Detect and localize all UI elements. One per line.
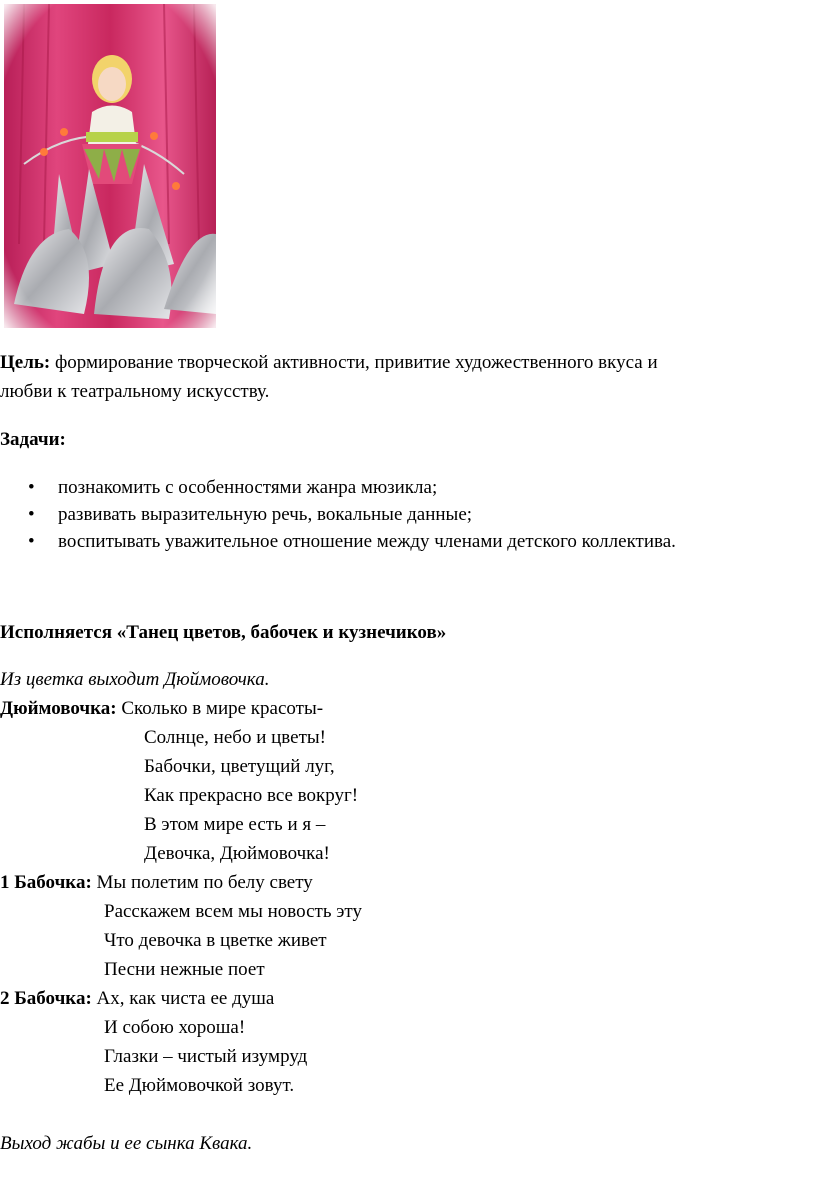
bullet-icon: • [28,531,35,552]
verse-line: Солнце, небо и цветы! [144,727,326,748]
verse-line: Что девочка в цветке живет [104,930,327,951]
verse-line: Ах, как чиста ее душа [91,988,275,1009]
verse-line: Девочка, Дюймовочка! [144,843,330,864]
thumbelina-photo [4,4,216,328]
verse-line: Глазки – чистый изумруд [104,1046,308,1067]
verse-line: Как прекрасно все вокруг! [144,785,359,806]
task-item: познакомить с особенностями жанра мюзикла; [58,477,438,498]
photo-illustration [4,4,216,328]
verse-line: Мы полетим по белу свету [91,872,313,893]
verse-line: В этом мире есть и я – [144,814,326,835]
bullet-icon: • [28,504,35,525]
verse-line: И собою хороша! [104,1017,246,1038]
goal-label: Цель: [0,352,51,373]
verse-line: Сколько в мире красоты- [116,698,324,719]
task-item: воспитывать уважительное отношение между членами детского коллектива. [58,531,676,552]
verse-line: Расскажем всем мы новость эту [104,901,362,922]
goal-line-1 [0,348,658,377]
butterfly1-first-line [0,868,313,897]
butterfly1-speaker: 1 Бабочка: [0,872,92,893]
stage-direction-1: Из цветка выходит Дюймовочка. [0,669,270,690]
butterfly2-first-line [0,984,274,1013]
tasks-label: Задачи: [0,429,66,450]
thumbelina-speaker: Дюймовочка: [0,698,117,719]
goal-text: формирование творческой активности, привитие художественного вкуса и [50,352,658,373]
bullet-icon: • [28,477,35,498]
thumbelina-first-line [0,694,323,723]
butterfly2-speaker: 2 Бабочка: [0,988,92,1009]
verse-line: Песни нежные поет [104,959,265,980]
performance-heading: Исполняется «Танец цветов, бабочек и кузнечиков» [0,622,447,643]
verse-line: Бабочки, цветущий луг, [144,756,335,777]
stage-direction-2: Выход жабы и ее сынка Квака. [0,1133,253,1154]
verse-line: Ее Дюймовочкой зовут. [104,1075,295,1096]
task-item: развивать выразительную речь, вокальные данные; [58,504,473,525]
goal-line-2: любви к театральному искусству. [0,381,270,402]
